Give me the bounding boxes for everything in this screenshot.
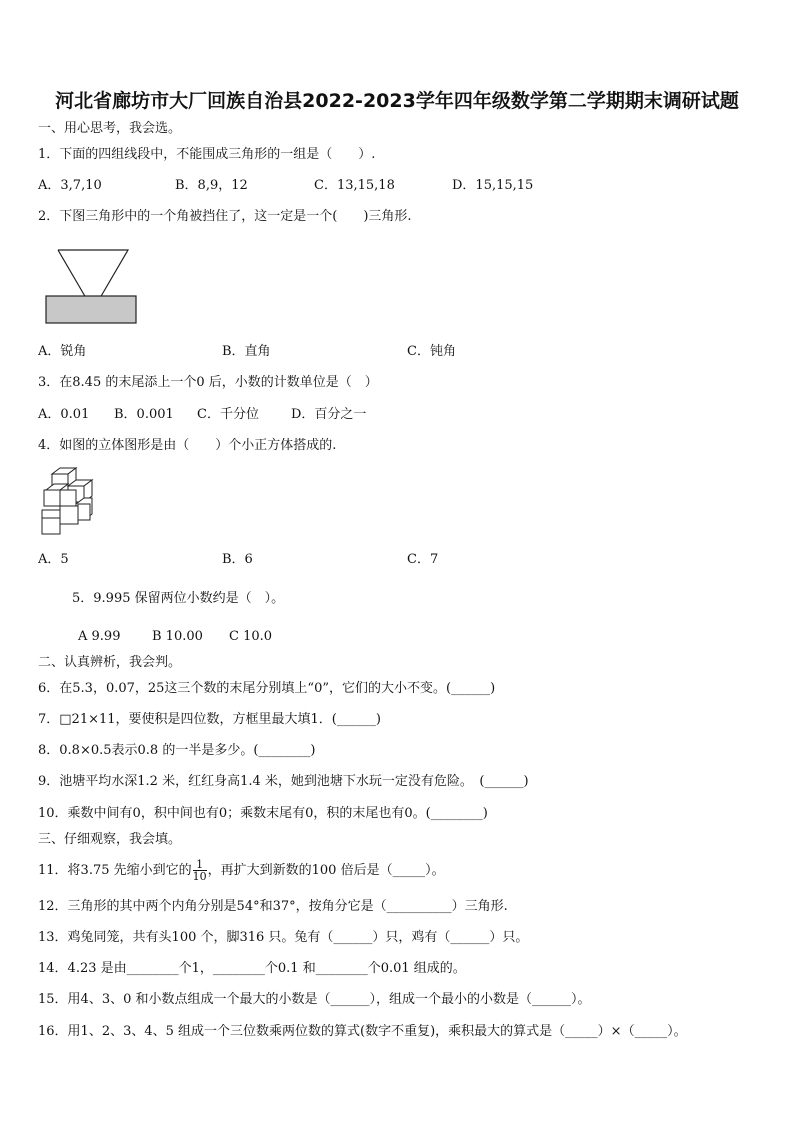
question-2: 2．下图三角形中的一个角被挡住了，这一定是一个( )三角形. (38, 209, 412, 224)
question-14: 14．4.23 是由________个1，________个0.1 和________个0.01 组成的。 (38, 961, 466, 976)
question-10: 10．乘数中间有0，积中间也有0；乘数末尾有0，积的末尾也有0。(________) (38, 806, 488, 821)
q5-option-c: C 10.0 (229, 629, 273, 644)
question-13: 13．鸡兔同笼，共有头100 个，脚316 只。兔有（______）只，鸡有（______）只。 (38, 930, 529, 945)
q1-option-c: C．13,15,18 (314, 178, 395, 193)
q3-option-a: A．0.01 (38, 407, 90, 422)
q1-option-b: B．8,9，12 (175, 178, 248, 193)
q4-option-b: B．6 (222, 552, 253, 567)
q3-option-b: B．0.001 (114, 407, 174, 422)
question-8: 8．0.8×0.5表示0.8 的一半是多少。(________) (38, 743, 316, 758)
fraction-numerator: 1 (193, 859, 207, 871)
q2-option-c: C．钝角 (407, 344, 456, 359)
section-heading-1: 一、用心思考，我会选。 (38, 121, 182, 136)
fraction-denominator: 10 (192, 870, 207, 883)
question-7: 7．□21×11，要使积是四位数，方框里最大填1．(______) (38, 712, 381, 727)
question-6: 6．在5.3，0.07，25这三个数的末尾分别填上“0”，它们的大小不变。(______) (38, 681, 496, 696)
question-4: 4．如图的立体图形是由（ ）个小正方体搭成的. (38, 438, 337, 453)
q11-text-before: 11．将3.75 先缩小到它的 (38, 863, 192, 878)
q11-text-after: ，再扩大到新数的100 倍后是（_____）。 (207, 863, 445, 878)
question-1: 1．下面的四组线段中，不能围成三角形的一组是（ ）. (38, 147, 376, 162)
question-11 (38, 858, 445, 884)
question-5: 5．9.995 保留两位小数约是（ ）。 (72, 591, 285, 606)
q3-option-c: C．千分位 (197, 407, 259, 422)
q4-option-a: A．5 (38, 552, 69, 567)
q1-option-d: D．15,15,15 (452, 178, 534, 193)
q2-option-a: A．锐角 (38, 344, 87, 359)
question-15: 15．用4、3、0 和小数点组成一个最大的小数是（______），组成一个最小的小数是（______）。 (38, 992, 591, 1007)
q3-option-d: D．百分之一 (291, 407, 367, 422)
question-9: 9．池塘平均水深1.2 米，红红身高1.4 米，她到池塘下水玩一定没有危险。 (______) (38, 774, 529, 789)
question-3: 3．在8.45 的末尾添上一个0 后，小数的计数单位是（ ） (38, 375, 378, 390)
covered-triangle-figure (44, 248, 140, 328)
fraction-one-tenth (193, 859, 207, 882)
section-heading-3: 三、仔细观察，我会填。 (38, 832, 182, 847)
q1-option-a: A．3,7,10 (38, 178, 102, 193)
page-title: 河北省廊坊市大厂回族自治县2022-2023学年四年级数学第二学期期末调研试题 (55, 90, 739, 112)
q5-option-a: A 9.99 (78, 629, 121, 644)
question-12: 12．三角形的其中两个内角分别是54°和37°，按角分它是（__________）三角形. (38, 899, 508, 914)
section-heading-2: 二、认真辨析，我会判。 (38, 655, 182, 670)
q2-option-b: B．直角 (222, 344, 271, 359)
cube-stack-figure (38, 466, 96, 536)
q5-option-b: B 10.00 (152, 629, 203, 644)
q4-option-c: C．7 (407, 552, 439, 567)
question-16: 16．用1、2、3、4、5 组成一个三位数乘两位数的算式(数字不重复)，乘积最大的算式是（_____）×（_____）。 (38, 1024, 687, 1039)
